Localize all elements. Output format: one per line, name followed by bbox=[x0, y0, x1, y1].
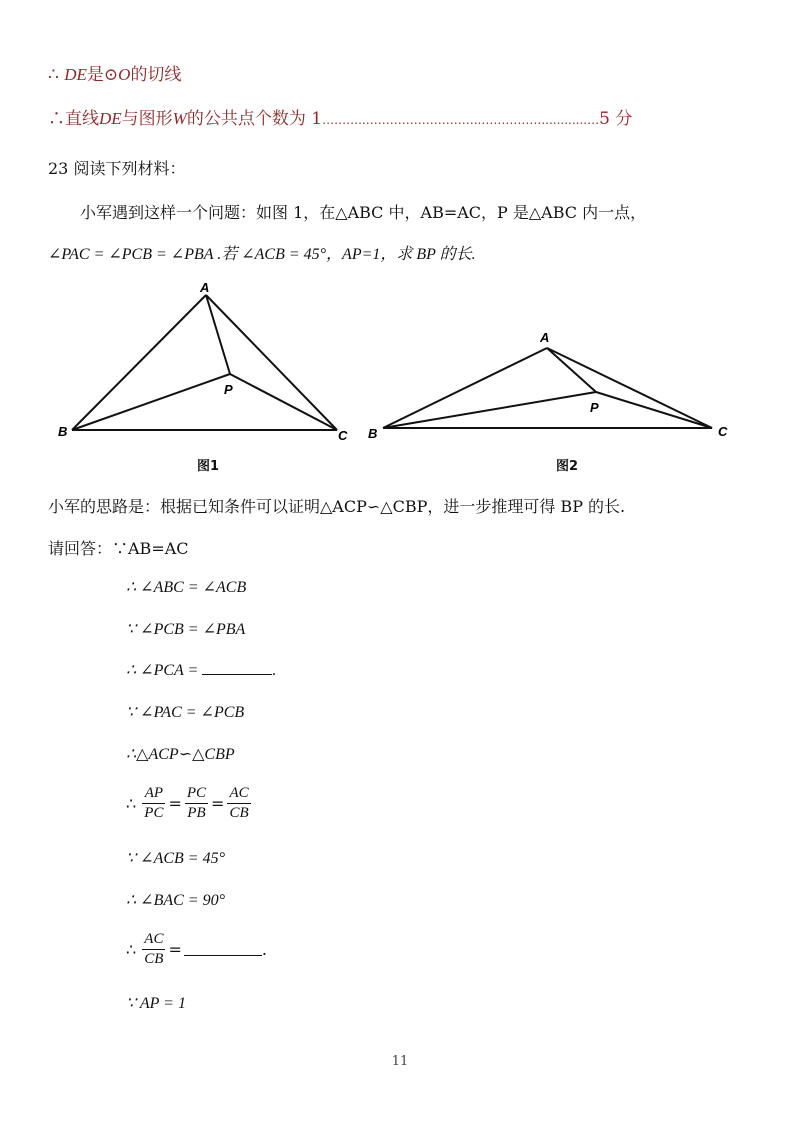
figure-1 bbox=[72, 295, 337, 430]
therefore-symbol: ∴ bbox=[126, 940, 137, 959]
numerator: AC bbox=[227, 784, 250, 804]
text: 直线 bbox=[65, 109, 99, 129]
fig1-label-p: P bbox=[224, 382, 233, 397]
math-de: DE bbox=[99, 109, 122, 128]
page-number: 11 bbox=[391, 1054, 409, 1069]
fig1-label-a: A bbox=[200, 280, 210, 295]
step-3-text: ∴ ∠PCA = bbox=[126, 662, 199, 679]
geometry-figures bbox=[0, 270, 800, 480]
solution-idea: 小军的思路是：根据已知条件可以证明△ACP∽△CBP，进一步推理可得 BP 的长. bbox=[48, 497, 626, 516]
step-6 bbox=[126, 784, 252, 823]
fig1-side-ab bbox=[72, 295, 206, 430]
denominator: PC bbox=[144, 805, 164, 821]
fraction-ap-pc bbox=[142, 784, 165, 823]
figure-2 bbox=[383, 348, 712, 428]
therefore-symbol: ∴ bbox=[48, 109, 65, 129]
text: 是⊙ bbox=[86, 65, 119, 85]
leader-dots: ………..………………………..……………............… bbox=[322, 113, 600, 127]
equals-sign: = bbox=[211, 794, 225, 813]
text: 的切线 bbox=[130, 65, 182, 85]
problem-heading: 23 阅读下列材料： bbox=[48, 159, 186, 178]
fig1-label-c: C bbox=[338, 428, 348, 443]
math-o: O bbox=[118, 65, 131, 84]
answer-blank-angle[interactable] bbox=[202, 662, 272, 675]
step-1: ∴ ∠ABC = ∠ACB bbox=[126, 579, 247, 596]
step-3 bbox=[126, 660, 276, 680]
step-9 bbox=[126, 930, 267, 969]
denominator: PB bbox=[187, 805, 206, 821]
fig2-side-ac bbox=[547, 348, 712, 428]
problem-intro-2: ∠PAC = ∠PCB = ∠PBA .若 ∠ACB = 45°，AP=1，求 BP 的长. bbox=[48, 246, 476, 263]
proof-line-tangent bbox=[48, 60, 181, 85]
therefore-symbol: ∴ bbox=[48, 65, 59, 85]
fig2-label-p: P bbox=[590, 400, 599, 415]
math-de: DE bbox=[64, 65, 87, 84]
fraction-ac-cb bbox=[142, 930, 165, 969]
step-10: ∵ AP = 1 bbox=[126, 995, 186, 1012]
text: 与图形 bbox=[121, 109, 173, 129]
step-5: ∴△ACP∽△CBP bbox=[126, 746, 235, 763]
period: . bbox=[272, 662, 277, 679]
fig2-segment-cp bbox=[596, 392, 712, 428]
step-2: ∵ ∠PCB = ∠PBA bbox=[126, 621, 246, 638]
fig1-segment-bp bbox=[72, 374, 230, 430]
problem-intro-1: 小军遇到这样一个问题：如图 1，在△ABC 中，AB=AC，P 是△ABC 内一点， bbox=[80, 203, 647, 222]
numerator: PC bbox=[185, 784, 208, 804]
math-w: W bbox=[172, 109, 187, 128]
fraction-pc-pb bbox=[185, 784, 208, 823]
score-label: 5 分 bbox=[599, 109, 633, 129]
numerator: AC bbox=[142, 930, 165, 950]
fig2-side-ab bbox=[383, 348, 547, 428]
step-4: ∵ ∠PAC = ∠PCB bbox=[126, 704, 245, 721]
fraction-ac-cb bbox=[227, 784, 250, 823]
fig2-label-c: C bbox=[718, 424, 728, 439]
period: . bbox=[261, 940, 267, 959]
fig1-caption: 图1 bbox=[197, 459, 220, 474]
denominator: CB bbox=[229, 805, 249, 821]
therefore-symbol: ∴ bbox=[126, 794, 137, 813]
answer-blank-ratio[interactable] bbox=[184, 943, 262, 956]
fig2-segment-ap bbox=[547, 348, 596, 392]
fig2-segment-bp bbox=[383, 392, 596, 428]
equals-sign: = bbox=[168, 940, 182, 959]
answer-prompt: 请回答：∵AB=AC bbox=[48, 539, 189, 558]
fig2-caption: 图2 bbox=[556, 459, 579, 474]
step-7: ∵ ∠ACB = 45° bbox=[126, 850, 225, 867]
fig2-label-b: B bbox=[368, 426, 378, 441]
fig1-segment-cp bbox=[230, 374, 337, 430]
fig2-label-a: A bbox=[540, 330, 550, 345]
numerator: AP bbox=[142, 784, 165, 804]
proof-line-intersection bbox=[48, 104, 632, 129]
denominator: CB bbox=[144, 951, 164, 967]
equals-sign: = bbox=[168, 794, 182, 813]
text: 的公共点个数为 1 bbox=[186, 109, 323, 129]
step-8: ∴ ∠BAC = 90° bbox=[126, 892, 225, 909]
fig1-label-b: B bbox=[58, 424, 68, 439]
